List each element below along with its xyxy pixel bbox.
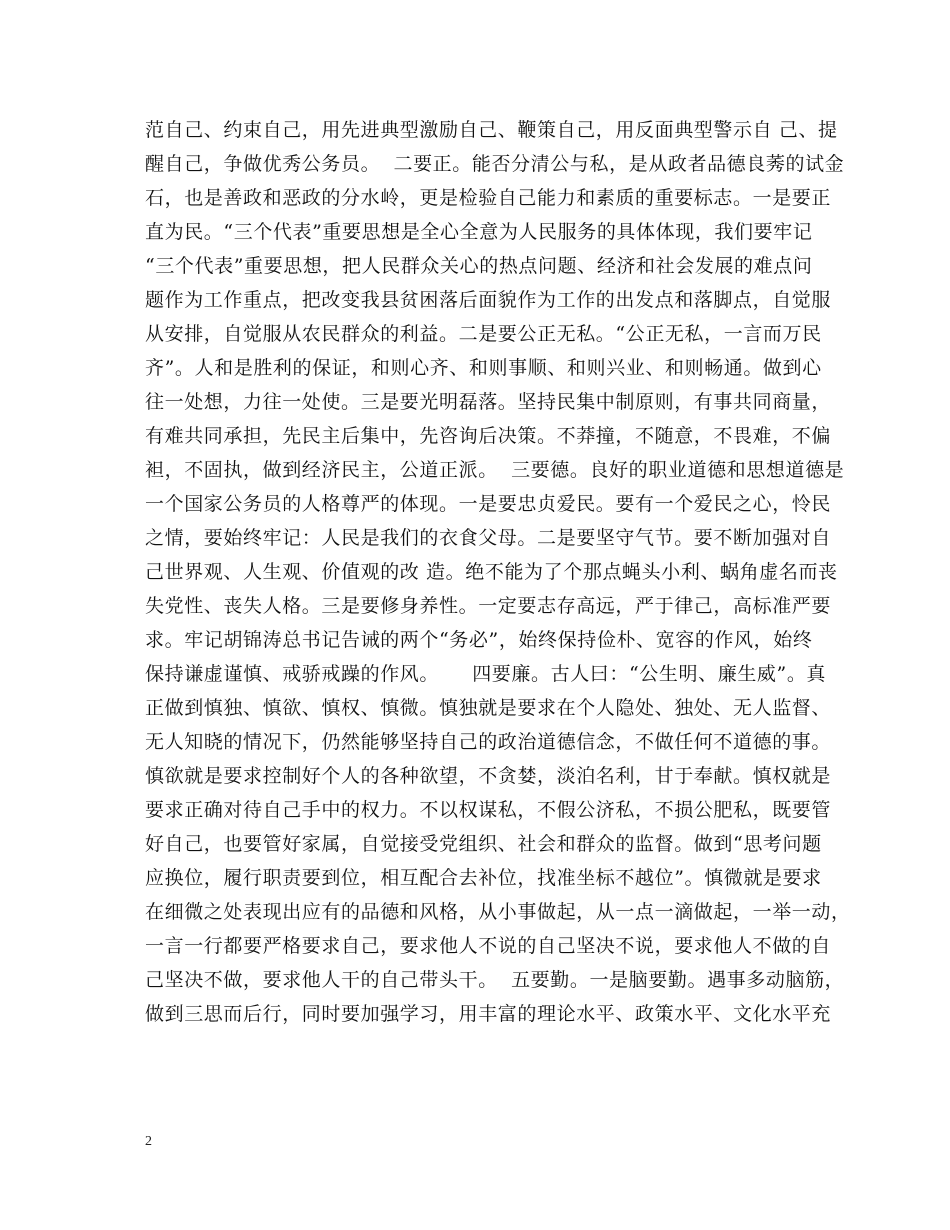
text-line: 好自己，也要管好家属，自觉接受党组织、社会和群众的监督。做到“思考问题 — [145, 833, 822, 855]
text-line: 石，也是善政和恶政的分水岭，更是检验自己能力和素质的重要标志。一是要正 — [145, 187, 832, 209]
text-line: 直为民。“三个代表”重要思想是全心全意为人民服务的具体体现，我们要牢记 — [145, 221, 813, 243]
page-number: 2 — [145, 1134, 152, 1149]
text-line: 醒自己，争做优秀公务员。 二要正。能否分清公与私，是从政者品德良莠的试金 — [145, 153, 845, 175]
text-line: 求。牢记胡锦涛总书记告诫的两个“务必”，始终保持俭朴、宽容的作风，始终 — [145, 629, 813, 651]
text-line: 有难共同承担，先民主后集中，先咨询后决策。不莽撞，不随意，不畏难，不偏 — [145, 425, 832, 447]
text-line: 题作为工作重点，把改变我县贫困落后面貌作为工作的出发点和落脚点，自觉服 — [145, 289, 832, 311]
text-line: 保持谦虚谨慎、戒骄戒躁的作风。 四要廉。古人曰：“公生明、廉生威”。真 — [145, 663, 827, 685]
text-line: 之情，要始终牢记：人民是我们的衣食父母。二是要坚守气节。要不断加强对自 — [145, 527, 832, 549]
body-text — [145, 113, 851, 1031]
text-line: 一言一行都要严格要求自己，要求他人不说的自己坚决不说，要求他人不做的自 — [145, 935, 832, 957]
text-line: 正做到慎独、慎欲、慎权、慎微。慎独就是要求在个人隐处、独处、无人监督、 — [145, 697, 832, 719]
text-line: 从安排，自觉服从农民群众的利益。二是要公正无私。“公正无私，一言而万民 — [145, 323, 822, 345]
text-line: 做到三思而后行，同时要加强学习，用丰富的理论水平、政策水平、文化水平充 — [145, 1003, 832, 1025]
text-line: 齐”。人和是胜利的保证，和则心齐、和则事顺、和则兴业、和则畅通。做到心 — [145, 357, 822, 379]
text-line: 在细微之处表现出应有的品德和风格，从小事做起，从一点一滴做起，一举一动， — [145, 901, 851, 923]
text-line: 失党性、丧失人格。三是要修身养性。一定要志存高远，严于律己，高标准严要 — [145, 595, 832, 617]
text-line: 范自己、约束自己，用先进典型激励自己、鞭策自己，用反面典型警示自 己、提 — [145, 119, 838, 141]
text-line: 应换位，履行职责要到位，相互配合去补位，找准坐标不越位”。慎微就是要求 — [145, 867, 822, 889]
text-line: 袒，不固执，做到经济民主，公道正派。 三要德。良好的职业道德和思想道德是 — [145, 459, 845, 481]
text-line: 往一处想，力往一处使。三是要光明磊落。坚持民集中制原则，有事共同商量， — [145, 391, 832, 413]
text-line: 慎欲就是要求控制好个人的各种欲望，不贪婪，淡泊名利，甘于奉献。慎权就是 — [145, 765, 832, 787]
text-line: “三个代表”重要思想，把人民群众关心的热点问题、经济和社会发展的难点问 — [145, 255, 813, 277]
text-line: 己坚决不做，要求他人干的自己带头干。 五要勤。一是脑要勤。遇事多动脑筋， — [145, 969, 845, 991]
text-line: 要求正确对待自己手中的权力。不以权谋私，不假公济私，不损公肥私，既要管 — [145, 799, 832, 821]
text-line: 一个国家公务员的人格尊严的体现。一是要忠贞爱民。要有一个爱民之心，怜民 — [145, 493, 832, 515]
text-line: 无人知晓的情况下，仍然能够坚持自己的政治道德信念，不做任何不道德的事。 — [145, 731, 832, 753]
text-line: 己世界观、人生观、价值观的改 造。绝不能为了个那点蝇头小利、蜗角虚名而丧 — [145, 561, 838, 583]
